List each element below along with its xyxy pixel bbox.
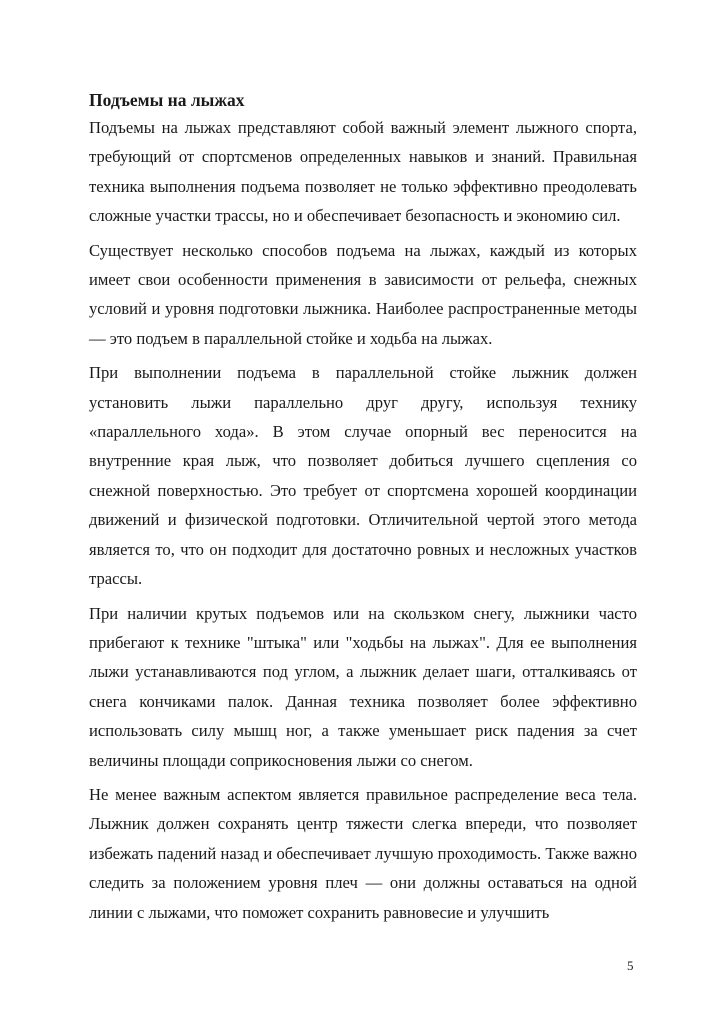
paragraph: При наличии крутых подъемов или на скользком снегу, лыжники часто прибегают к технике "штыка" или "ходьбы на лыжах". Для ее выполнения лыжи устанавливаются под углом, а лыжник делает шаги, отталкиваясь от снега кончиками палок. Данная техника позволяет более эффективно использовать силу мышц ног, а также уменьшает риск падения за счет величины площади соприкосновения лыжи со снегом. [89,603,637,770]
paragraph: Существует несколько способов подъема на лыжах, каждый из которых имеет свои особенности применения в зависимости от рельефа, снежных условий и уровня подготовки лыжника. Наиболее распространенные методы — это подъем в параллельной стойке и ходьба на лыжах. [89,240,637,348]
page-content [89,86,637,932]
paragraph: Не менее важным аспектом является правильное распределение веса тела. Лыжник должен сохранять центр тяжести слегка впереди, что позволяет избежать падений назад и обеспечивает лучшую проходимость. Также важно следить за положением уровня плеч — они должны оставаться на одной линии с лыжами, что поможет сохранить равновесие и улучшить [89,784,637,922]
paragraph: Подъемы на лыжах представляют собой важный элемент лыжного спорта, требующий от спортсменов определенных навыков и знаний. Правильная техника выполнения подъема позволяет не только эффективно преодолевать сложные участки трассы, но и обеспечивает безопасность и экономию сил. [89,118,637,226]
paragraph: При выполнении подъема в параллельной стойке лыжник должен установить лыжи параллельно друг другу, используя технику «параллельного хода». В этом случае опорный вес переносится на внутренние края лыж, что позволяет добиться лучшего сцепления со снежной поверхностью. Это требует от спортсмена хорошей координации движений и физической подготовки. Отличительной чертой этого метода является то, что он подходит для достаточно ровных и несложных участков трассы. [89,363,637,589]
section-heading: Подъемы на лыжах [89,90,245,110]
page-number: 5 [627,958,634,973]
